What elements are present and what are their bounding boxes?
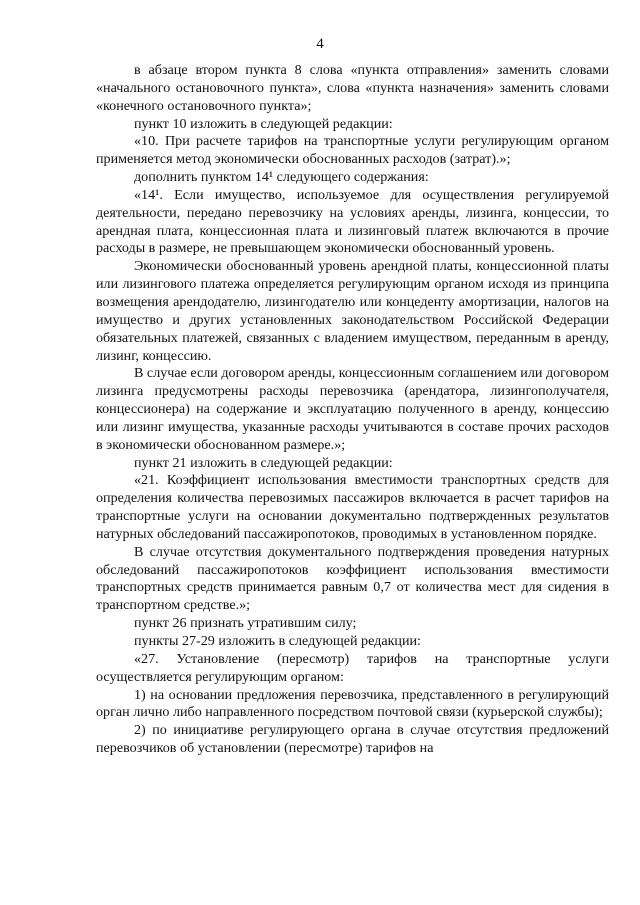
document-body <box>96 62 609 758</box>
paragraph-p27-text: «27. Установление (пересмотр) тарифов на транспортные услуги осуществляется регулирующим органом: <box>96 650 609 685</box>
paragraph-lease-level: Экономически обоснованный уровень арендной платы, концессионной платы или лизингового платежа определяется регулирующим органом исходя из принципа возмещения арендодателю, лизингодателю или концеденту амортизации, налогов на имущество и других установленных законодательством Российской Федерации обязательных платежей, связанных с владением имуществом, переданным в аренду, лизинг, концессию. <box>96 258 609 364</box>
paragraph-lease-expenses: В случае если договором аренды, концессионным соглашением или договором лизинга предусмотрены расходы перевозчика (арендатора, лизингополучателя, концессионера) на содержание и эксплуатацию полученного в аренду, концессию или лизинг имущества, указанные расходы учитываются в составе прочих расходов в экономически обоснованном размере.»; <box>96 365 609 453</box>
page-number: 4 <box>316 36 324 52</box>
paragraph-p27-29-intro: пункты 27-29 изложить в следующей редакции: <box>134 633 421 649</box>
paragraph-p21-default-coefficient: В случае отсутствия документального подтверждения проведения натурных обследований пассажиропотоков коэффициент использования вместимости транспортных средств принимается равным 0,7 от количества мест для сидения в транспортном средстве.»; <box>96 543 609 614</box>
paragraph-p14-1-text: «14¹. Если имущество, используемое для осуществления регулируемой деятельности, передано перевозчику на условиях аренды, лизинга, концессии, то арендная плата, концессионная плата и лизинговый платеж включаются в прочие расходы в размере, не превышающем экономически обоснованный уровень. <box>96 186 609 257</box>
paragraph-p26-void: пункт 26 признать утратившим силу; <box>134 615 357 632</box>
paragraph-p27-item-2: 2) по инициативе регулирующего органа в случае отсутствия предложений перевозчиков об установлении (пересмотре) тарифов на <box>96 722 609 757</box>
paragraph-p21-intro: пункт 21 изложить в следующей редакции: <box>134 454 393 471</box>
paragraph-p14-1-intro: дополнить пунктом 14¹ следующего содержания: <box>134 169 429 186</box>
paragraph-p27-item-1: 1) на основании предложения перевозчика, представленного в регулирующий орган лично либо направленного посредством почтовой связи (курьерской службы); <box>96 686 609 721</box>
paragraph-p21-text: «21. Коэффициент использования вместимости транспортных средств для определения количества перевозимых пассажиров включается в расчет тарифов на транспортные услуги на основании документально подтвержденных результатов натурных обследований пассажиропотоков, проводимых в установленном порядке. <box>96 472 609 542</box>
paragraph-p10-text: «10. При расчете тарифов на транспортные услуги регулирующим органом применяется метод экономически обоснованных расходов (затрат).»; <box>96 133 609 168</box>
paragraph-p10-intro: пункт 10 изложить в следующей редакции: <box>134 115 393 132</box>
paragraph-amend-p8: в абзаце втором пункта 8 слова «пункта отправления» заменить словами «начального остановочного пункта», слова «пункта назначения» заменить словами «конечного остановочного пункта»; <box>96 62 609 114</box>
